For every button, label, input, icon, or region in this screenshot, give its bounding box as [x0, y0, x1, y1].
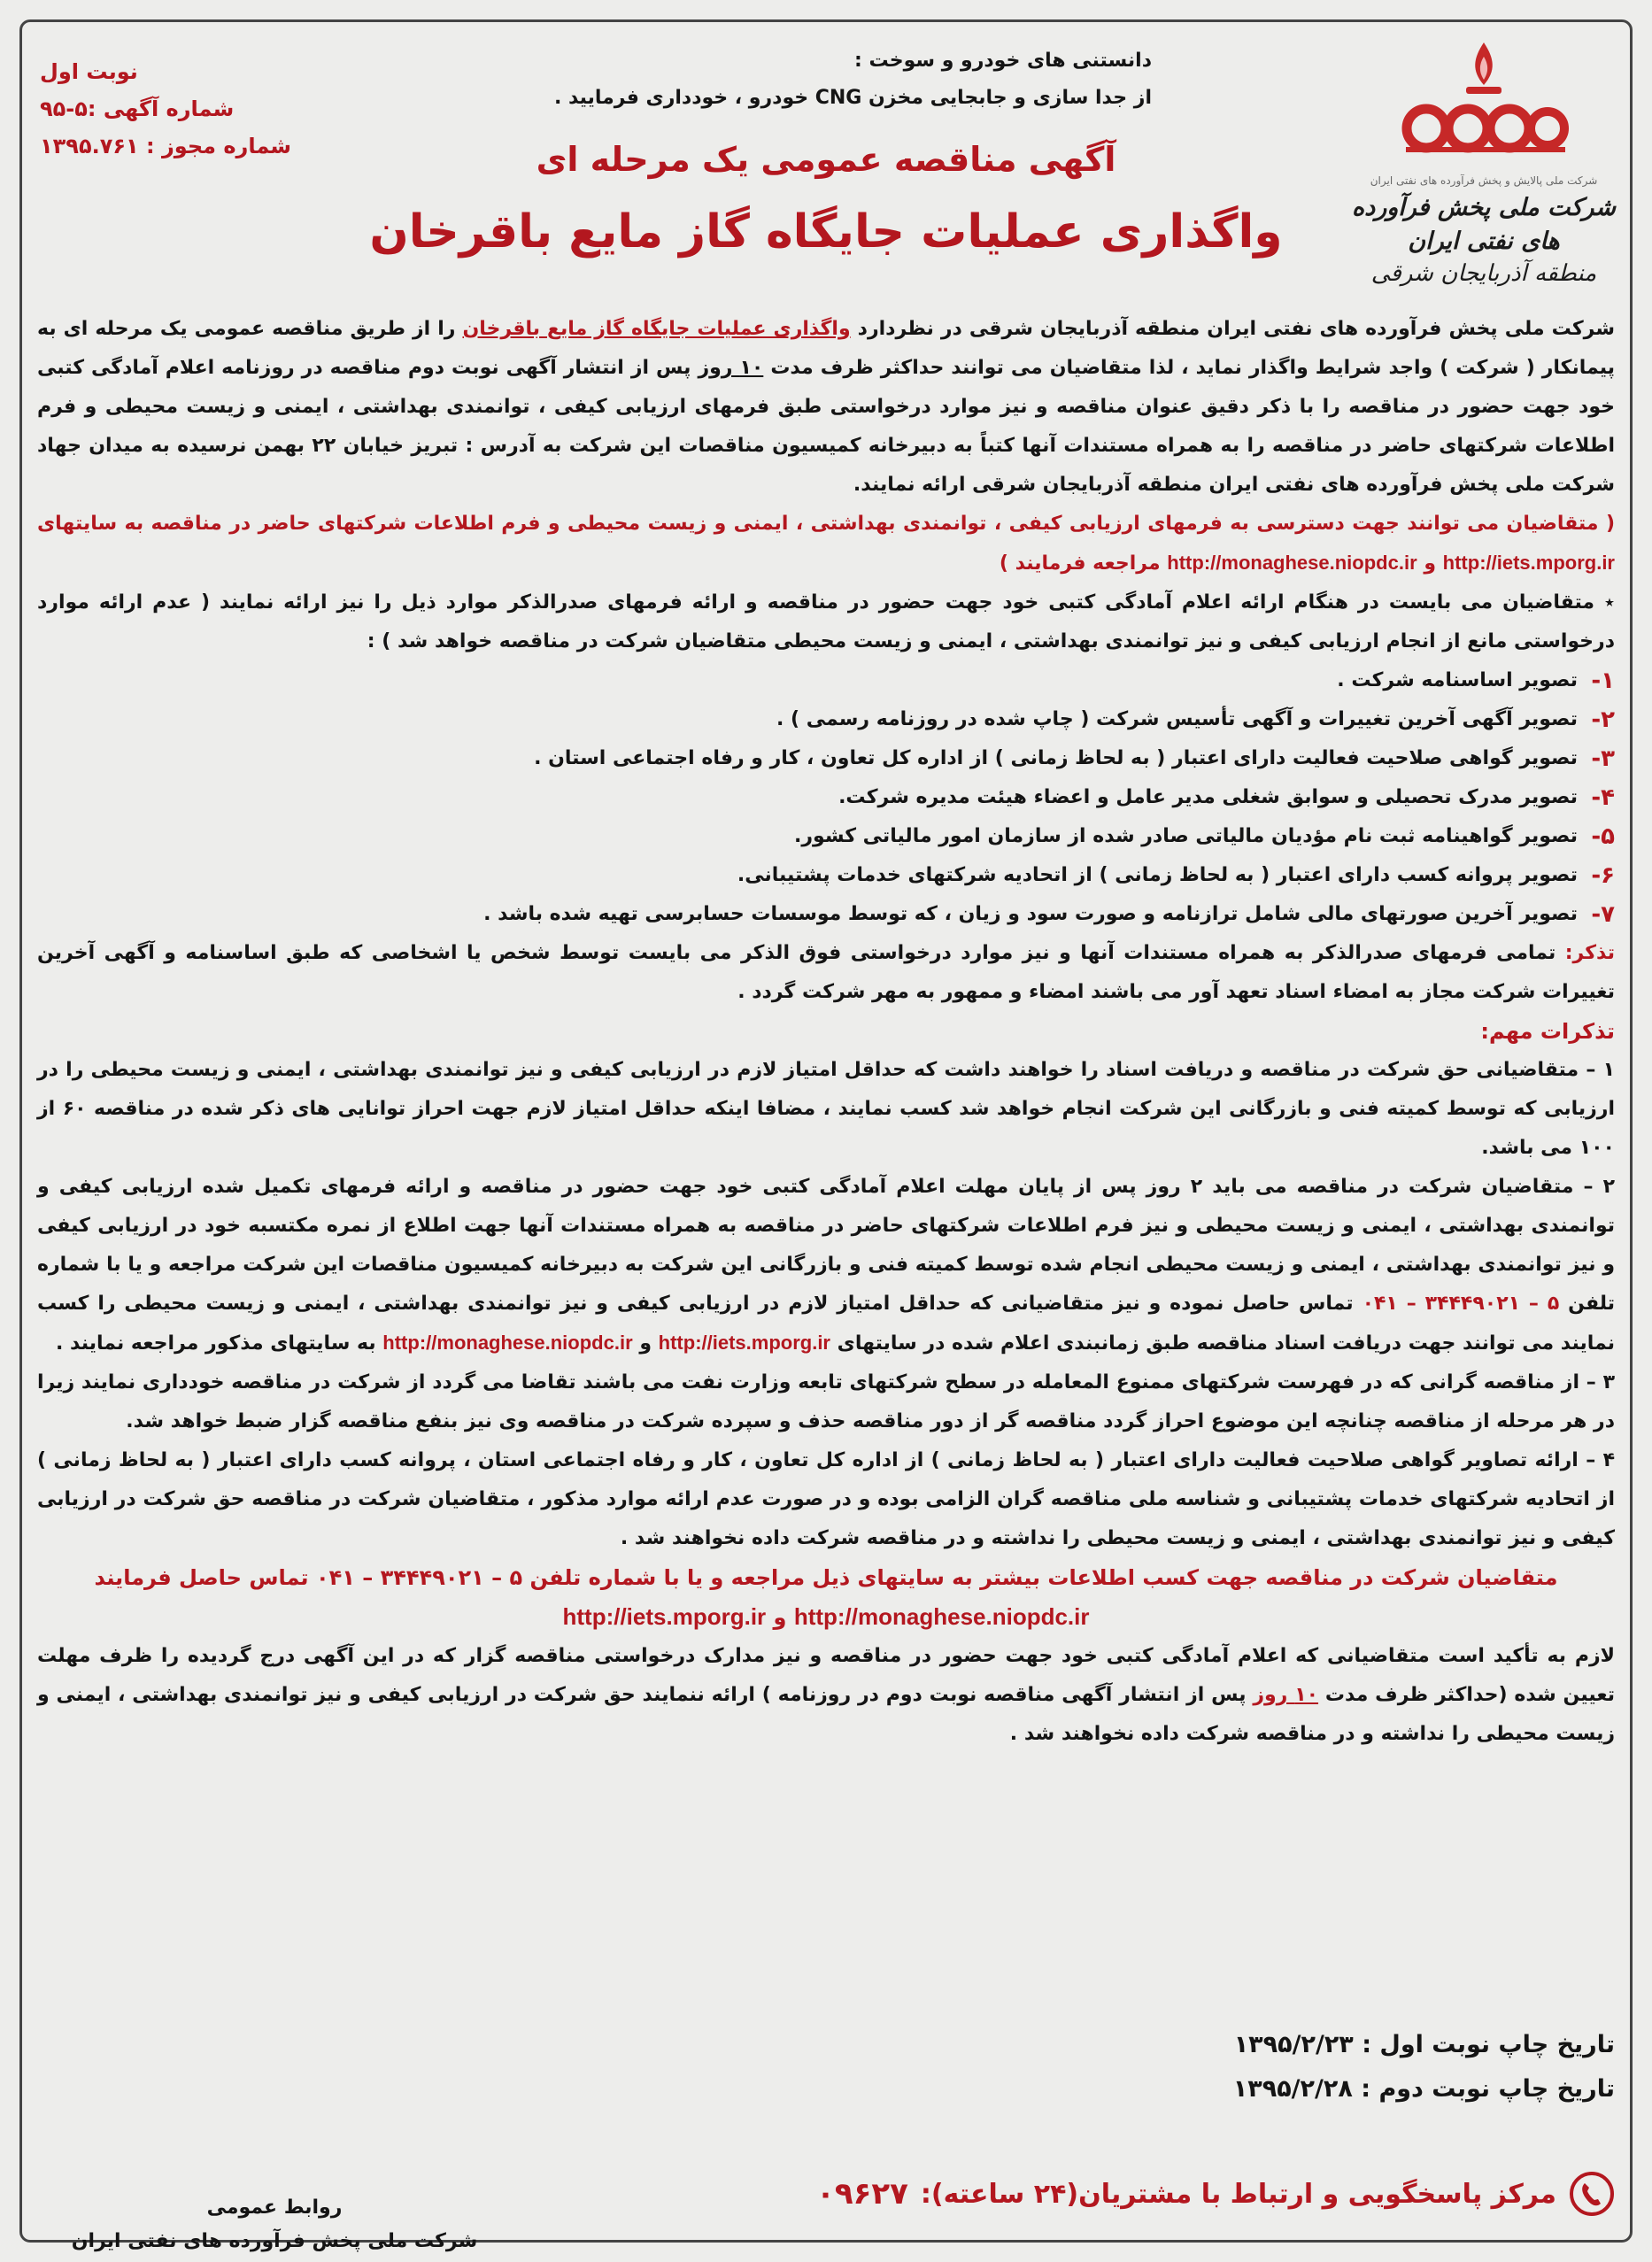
- access-text-a: ( متقاضیان می توانند جهت دسترسی به فرمهای ارزیابی کیفی ، توانمندی بهداشتی ، ایمنی و زیست محیطی و فرم اطلاعات شرکتهای حاضر در مناقصه به سایتهای: [37, 513, 1615, 535]
- iets-link[interactable]: http://iets.mporg.ir: [1442, 552, 1615, 574]
- tender-body: [37, 310, 1615, 1754]
- call-center-bar: [588, 2169, 1615, 2219]
- signature-title: روابط عمومی: [206, 2196, 343, 2219]
- intro-highlight: واگذاری عملیات جایگاه گاز مایع باقرخان: [462, 318, 851, 340]
- list-item-number: ۵-: [1591, 823, 1615, 850]
- date-first-print: تاریخ چاپ نوبت اول : ۱۳۹۵/۲/۲۳: [1233, 2031, 1615, 2058]
- list-item-text: تصویر آخرین صورتهای مالی شامل ترازنامه و صورت سود و زیان ، که توسط موسسات حسابرسی تهیه شده باشد .: [483, 903, 1578, 925]
- intro-paragraph: [37, 310, 1615, 505]
- list-item-text: تصویر پروانه کسب دارای اعتبار ( به لحاظ زمانی ) از اتحادیه شرکتهای خدمات پشتیبانی.: [737, 864, 1578, 886]
- final-days: ۱۰ روز: [1253, 1684, 1319, 1706]
- notice-permit-number: شماره مجوز : ۱۳۹۵.۷۶۱: [40, 134, 292, 158]
- list-item: [37, 856, 1615, 895]
- documents-list: [37, 661, 1615, 934]
- fuel-tip-text: از جدا سازی و جابجایی مخزن CNG خودرو ، خودداری فرمایید .: [553, 87, 1152, 109]
- print-dates: [1233, 2023, 1615, 2111]
- logo-company-name: شرکت ملی پخش فرآورده های نفتی ایران: [1352, 194, 1616, 255]
- list-item: [37, 778, 1615, 817]
- signature-company-name: شرکت ملی پخش فرآورده های نفتی ایران: [71, 2230, 478, 2252]
- monaghese-link[interactable]: http://monaghese.niopdc.ir: [793, 1603, 1090, 1630]
- list-item-number: ۷-: [1591, 901, 1615, 928]
- phone-number: ۵ – ۳۴۴۴۹۰۲۱ – ۰۴۱: [1362, 1293, 1560, 1315]
- call-center-number: ۰۹۶۲۷: [816, 2176, 908, 2212]
- list-item-number: ۳-: [1591, 745, 1615, 772]
- intro-text-b: را از طریق مناقصه عمومی یک مرحله ای به پیمانکار ( شرکت ) واجد شرایط واگذار نماید ، لذا متقاضیان می توانند حداکثر ظرف مدت: [37, 318, 1615, 379]
- list-item: [37, 817, 1615, 856]
- intro-text-a: شرکت ملی پخش فرآورده های نفتی ایران منطقه آذربایجان شرقی در نظردارد: [857, 318, 1615, 340]
- documents-intro: ٭ متقاضیان می بایست در هنگام ارائه اعلام آمادگی کتبی خود جهت حضور در مناقصه و ارائه فرمهای صدرالذکر موارد ذیل را نیز ارائه نمایند ( عدم ارائه موارد درخواستی مانع از انجام ارزیابی کیفی و نیز توانمندی بهداشتی ، ایمنی و زیست محیطی متقاضیان شرکت در مناقصه خواهد شد ) :: [37, 591, 1615, 652]
- iets-link[interactable]: http://iets.mporg.ir: [658, 1332, 830, 1354]
- intro-text-c: پس از انتشار آگهی نوبت دوم مناقصه در روزنامه اعلام آمادگی کتبی خود جهت حضور در مناقصه را با ذکر دقیق عنوان مناقصه و نیز موارد درخواستی طبق فرمهای ارزیابی کیفی ، توانمندی بهداشتی ، ایمنی و زیست محیطی و فرم اطلاعات شرکتهای حاضر در مناقصه را به همراه مستندات آنها کتباً به دبیرخانه کمیسیون مناقصات این شرکت به آدرس : تبریز خیابان ۲۲ بهمن نرسیده به میدان جهاد شرکت ملی پخش فرآورده های نفتی ایران منطقه آذربایجان شرقی ارائه نمایند.: [37, 357, 1616, 496]
- reminder-paragraph: [37, 934, 1615, 1012]
- note-2-text-b: تماس حاصل نموده و نیز متقاضیانی که حداقل امتیاز لازم در ارزیابی کیفی و نیز توانمندی بهداشتی ، ایمنی و زیست محیطی را کسب نمایند می توانند جهت دریافت اسناد مناقصه طبق زمانبندی اعلام شده در سایتهای: [37, 1293, 1615, 1355]
- access-and: و: [1424, 552, 1436, 575]
- reminder-text: تمامی فرمهای صدرالذکر به همراه مستندات آنها و نیز موارد درخواستی فوق الذکر می بایست توسط شخص یا اشخاصی که طبق اساسنامه و آگهی آخرین تغییرات شرکت مجاز به امضاء اسناد تعهد آور می باشند امضاء و ممهور به مهر شرکت گردد .: [37, 942, 1615, 1003]
- note-3: ۳ – از مناقصه گرانی که در فهرست شرکتهای ممنوع المعامله در سطح شرکتهای تابعه وزارت نفت می باشند تقاضا می گردد از شرکت در مناقصه خودداری نمایند زیرا در هر مرحله از مناقصه چنانچه این موضوع احراز گردد مناقصه گر از دور مناقصه حذف و سپرده شرکت در مناقصه وی نیز بنفع مناقصه گزار ضبط خواهد شد.: [37, 1371, 1615, 1432]
- final-text-a: لازم به تأکید است متقاضیانی که اعلام آمادگی کتبی خود جهت حضور در مناقصه و نیز مدارک درخواستی مناقصه گزار که در این آگهی درج گردیده را ظرف مهلت تعیین شده (حداکثر ظرف مدت: [37, 1645, 1615, 1706]
- list-item: [37, 895, 1615, 934]
- tender-main-title: واگذاری عملیات جایگاه گاز مایع باقرخان: [369, 205, 1283, 259]
- more-info-paragraph: [37, 1558, 1615, 1597]
- signature-company: [0, 2225, 549, 2258]
- note-2-text-a: ۲ – متقاضیان شرکت در مناقصه می باید ۲ روز پس از پایان مهلت اعلام آمادگی کتبی خود جهت حضور در مناقصه و ارائه فرمهای تکمیل شده ارزیابی کیفی و توانمندی بهداشتی ، ایمنی و زیست محیطی و نیز فرم اطلاعات شرکتهای حاضر در مناقصه به همراه مستندات آنها جهت اطلاع از نمره مکتسبه خود در ارزیابی کیفی و نیز توانمندی بهداشتی ، ایمنی و زیست محیطی انجام شده توسط کمیته فنی و بازرگانی این شرکت به دبیرخانه کمیسیون مناقصات این شرکت مراجعه و یا با شماره تلفن: [37, 1176, 1616, 1315]
- more-info-text-b: تماس حاصل فرمایند: [94, 1565, 309, 1590]
- list-item-number: ۲-: [1591, 706, 1615, 733]
- note-2-text-c: به سایتهای مذکور مراجعه نمایند .: [56, 1332, 376, 1355]
- tender-type-title: آگهی مناقصه عمومی یک مرحله ای: [536, 140, 1116, 179]
- fuel-tip-title: دانستنی های خودرو و سوخت :: [854, 50, 1152, 72]
- more-info-text-a: متقاضیان شرکت در مناقصه جهت کسب اطلاعات بیشتر به سایتهای ذیل مراجعه و یا با شماره تلفن: [529, 1565, 1558, 1590]
- list-item-number: ۴-: [1591, 784, 1615, 811]
- intro-days: ۱۰ روز: [698, 357, 764, 379]
- links-and: و: [773, 1605, 787, 1630]
- list-item-text: تصویر گواهی صلاحیت فعالیت دارای اعتبار ( به لحاظ زمانی ) از اداره کل تعاون ، کار و رفاه اجتماعی استان .: [534, 747, 1578, 769]
- notice-round: نوبت اول: [40, 59, 138, 84]
- monaghese-link[interactable]: http://monaghese.niopdc.ir: [1167, 552, 1417, 574]
- monaghese-link[interactable]: http://monaghese.niopdc.ir: [382, 1332, 633, 1354]
- final-text-b: پس از انتشار آگهی مناقصه نوبت دوم در روزنامه ) ارائه ننمایند حق شرکت در ارزیابی کیفی و نیز توانمندی بهداشتی ، ایمنی و زیست محیطی را نداشته و در مناقصه شرکت داده نخواهند شد .: [37, 1684, 1615, 1745]
- note-2-and: و: [639, 1332, 652, 1355]
- final-paragraph: [37, 1637, 1615, 1754]
- list-item-number: ۱-: [1591, 668, 1615, 694]
- list-item-number: ۶-: [1591, 862, 1615, 889]
- list-item-text: تصویر آگهی آخرین تغییرات و آگهی تأسیس شرکت ( چاپ شده در روزنامه رسمی ) .: [776, 708, 1578, 730]
- logo-tagline: شرکت ملی پالایش و پخش فرآورده های نفتی ایران: [1370, 174, 1598, 187]
- date-second-print: تاریخ چاپ نوبت دوم : ۱۳۹۵/۲/۲۸: [1232, 2075, 1615, 2103]
- access-text-b: مراجعه فرمایند ): [999, 552, 1161, 575]
- note-1: ۱ – متقاضیانی حق شرکت در مناقصه و دریافت اسناد را خواهند داشت که حداقل امتیاز لازم در ارزیابی کیفی و نیز توانمندی بهداشتی ، ایمنی و زیست محیطی را در ارزیابی که توسط کمیته فنی و بازرگانی این شرکت انجام خواهد شد کسب نمایند ، مضافا اینکه حداقل امتیاز لازم جهت احراز توانایی های ذکر شده در مناقصه ۶۰ از ۱۰۰ می باشد.: [37, 1059, 1615, 1159]
- reminder-label: تذکر:: [1564, 942, 1615, 964]
- fuel-tip-box: [479, 42, 1152, 117]
- list-item-text: تصویر مدرک تحصیلی و سوابق شغلی مدیر عامل و اعضاء هیئت مدیره شرکت.: [838, 786, 1578, 808]
- public-relations-signature: [0, 2191, 549, 2225]
- notice-number: شماره آگهی :۵-۹۵: [40, 97, 235, 121]
- list-item-text: تصویر اساسنامه شرکت .: [1337, 669, 1578, 691]
- list-item: [37, 739, 1615, 778]
- note-2: [37, 1168, 1615, 1363]
- logo-region-name: منطقه آذربایجان شرقی: [1370, 260, 1597, 287]
- note-4: ۴ – ارائه تصاویر گواهی صلاحیت فعالیت دارای اعتبار ( به لحاظ زمانی ) از اداره کل تعاون ، کار و رفاه اجتماعی استان ، پروانه کسب دارای اعتبار ( به لحاظ زمانی ) از اتحادیه شرکتهای خدمات پشتیبانی و شناسه ملی مناقصه گران الزامی بوده و در صورت عدم ارائه موارد مذکور ، متقاضیان شرکت در مناقصه حق شرکت در ارزیابی کیفی و نیز توانمندی بهداشتی ، ایمنی و زیست محیطی را نداشته و در مناقصه شرکت داده نخواهند شد .: [37, 1449, 1615, 1549]
- list-item: [37, 700, 1615, 739]
- call-center-label: مرکز پاسخگویی و ارتباط با مشتریان(۲۴ ساعته):: [920, 2178, 1556, 2210]
- list-item-text: تصویر گواهینامه ثبت نام مؤدیان مالیاتی صادر شده از سازمان امور مالیاتی کشور.: [794, 825, 1578, 847]
- phone-number: ۵ – ۳۴۴۴۹۰۲۱ – ۰۴۱: [315, 1565, 523, 1590]
- phone-icon: [1569, 2171, 1615, 2217]
- important-notes-heading: تذکرات مهم:: [1480, 1019, 1615, 1044]
- forms-access-paragraph: [37, 505, 1615, 583]
- list-item: [37, 661, 1615, 700]
- iets-link[interactable]: http://iets.mporg.ir: [562, 1603, 767, 1630]
- more-info-links: [37, 1597, 1615, 1637]
